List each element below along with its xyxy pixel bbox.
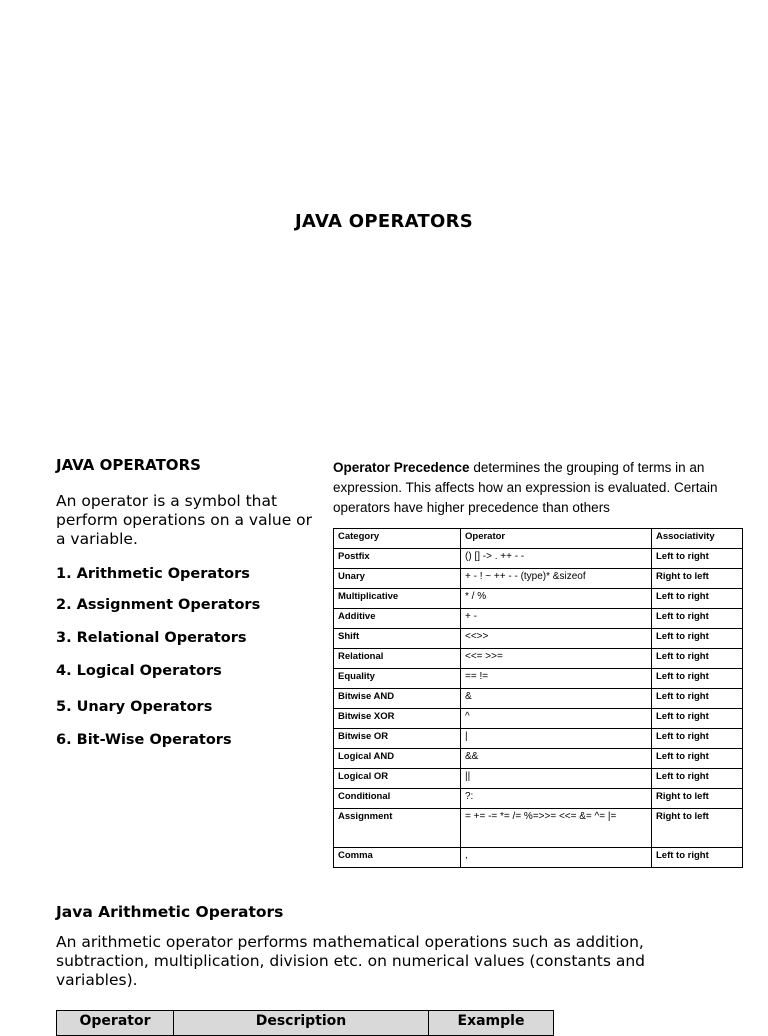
list-item: 3. Relational Operators [56, 630, 247, 646]
table-row [334, 649, 743, 669]
table-cell: Conditional [334, 789, 461, 809]
table-cell: Logical OR [334, 769, 461, 789]
table-cell: Left to right [652, 609, 743, 629]
intro-paragraph: An operator is a symbol that perform operations on a value or a variable. [56, 492, 313, 548]
arithmetic-table [56, 1010, 554, 1036]
table-cell: Bitwise OR [334, 729, 461, 749]
list-item: 5. Unary Operators [56, 699, 213, 715]
table-header-cell: Description [174, 1011, 429, 1036]
precedence-paragraph [333, 458, 753, 518]
table-cell: Left to right [652, 689, 743, 709]
table-cell: Left to right [652, 769, 743, 789]
precedence-table [333, 528, 743, 868]
table-cell: Logical AND [334, 749, 461, 769]
arithmetic-heading: Java Arithmetic Operators [56, 903, 284, 921]
table-cell: Assignment [334, 809, 461, 848]
table-cell: Bitwise XOR [334, 709, 461, 729]
table-row [334, 689, 743, 709]
table-cell: Left to right [652, 649, 743, 669]
table-row [334, 609, 743, 629]
table-cell: () [] -> . ++ - - [461, 549, 652, 569]
table-row [334, 549, 743, 569]
table-cell: Left to right [652, 709, 743, 729]
precedence-text: determines the grouping of terms in an expression. This affects how an expression is evaluated. Certain operators have higher precedence than others [333, 460, 718, 515]
precedence-lead: Operator Precedence [333, 460, 470, 475]
table-cell: Bitwise AND [334, 689, 461, 709]
table-row [334, 848, 743, 868]
table-cell: & [461, 689, 652, 709]
table-cell: Shift [334, 629, 461, 649]
table-header-cell: Operator [57, 1011, 174, 1036]
table-cell: | [461, 729, 652, 749]
list-item: 4. Logical Operators [56, 663, 222, 679]
table-cell: Comma [334, 848, 461, 868]
table-cell: , [461, 848, 652, 868]
table-cell: && [461, 749, 652, 769]
table-row [334, 809, 743, 848]
table-row [334, 769, 743, 789]
table-cell: Left to right [652, 629, 743, 649]
table-cell: Additive [334, 609, 461, 629]
table-header-row [57, 1011, 554, 1036]
table-cell: Relational [334, 649, 461, 669]
table-cell: Left to right [652, 749, 743, 769]
list-item: 1. Arithmetic Operators [56, 566, 250, 582]
table-header-cell: Associativity [652, 529, 743, 549]
table-row [334, 789, 743, 809]
table-cell: Left to right [652, 549, 743, 569]
table-header-cell: Operator [461, 529, 652, 549]
table-cell: * / % [461, 589, 652, 609]
table-cell: ^ [461, 709, 652, 729]
table-cell: Left to right [652, 669, 743, 689]
table-cell: = += -= *= /= %=>>= <<= &= ^= |= [461, 809, 652, 848]
table-row [334, 569, 743, 589]
table-cell: || [461, 769, 652, 789]
page-title: JAVA OPERATORS [294, 211, 474, 232]
intro-section [56, 456, 326, 549]
table-row [334, 629, 743, 649]
table-cell: Right to left [652, 789, 743, 809]
table-cell: <<>> [461, 629, 652, 649]
table-cell: Right to left [652, 809, 743, 848]
table-row [334, 729, 743, 749]
table-row [334, 669, 743, 689]
table-header-cell: Category [334, 529, 461, 549]
section-heading: JAVA OPERATORS [56, 456, 201, 474]
table-cell: Unary [334, 569, 461, 589]
table-cell: Left to right [652, 729, 743, 749]
table-cell: Multiplicative [334, 589, 461, 609]
table-cell: Equality [334, 669, 461, 689]
table-header-cell: Example [429, 1011, 554, 1036]
list-item: 6. Bit-Wise Operators [56, 732, 232, 748]
arithmetic-description: An arithmetic operator performs mathematical operations such as addition, subtraction, multiplication, division etc. on numerical values (constants and variables). [56, 933, 645, 989]
table-cell: + - ! ~ ++ - - (type)* &sizeof [461, 569, 652, 589]
table-cell: == != [461, 669, 652, 689]
list-item: 2. Assignment Operators [56, 597, 261, 613]
table-row [334, 749, 743, 769]
table-cell: + - [461, 609, 652, 629]
table-cell: Postfix [334, 549, 461, 569]
table-cell: Right to left [652, 569, 743, 589]
table-cell: Left to right [652, 589, 743, 609]
table-header-row [334, 529, 743, 549]
table-row [334, 709, 743, 729]
table-row [334, 589, 743, 609]
table-cell: <<= >>= [461, 649, 652, 669]
table-cell: Left to right [652, 848, 743, 868]
table-cell: ?: [461, 789, 652, 809]
